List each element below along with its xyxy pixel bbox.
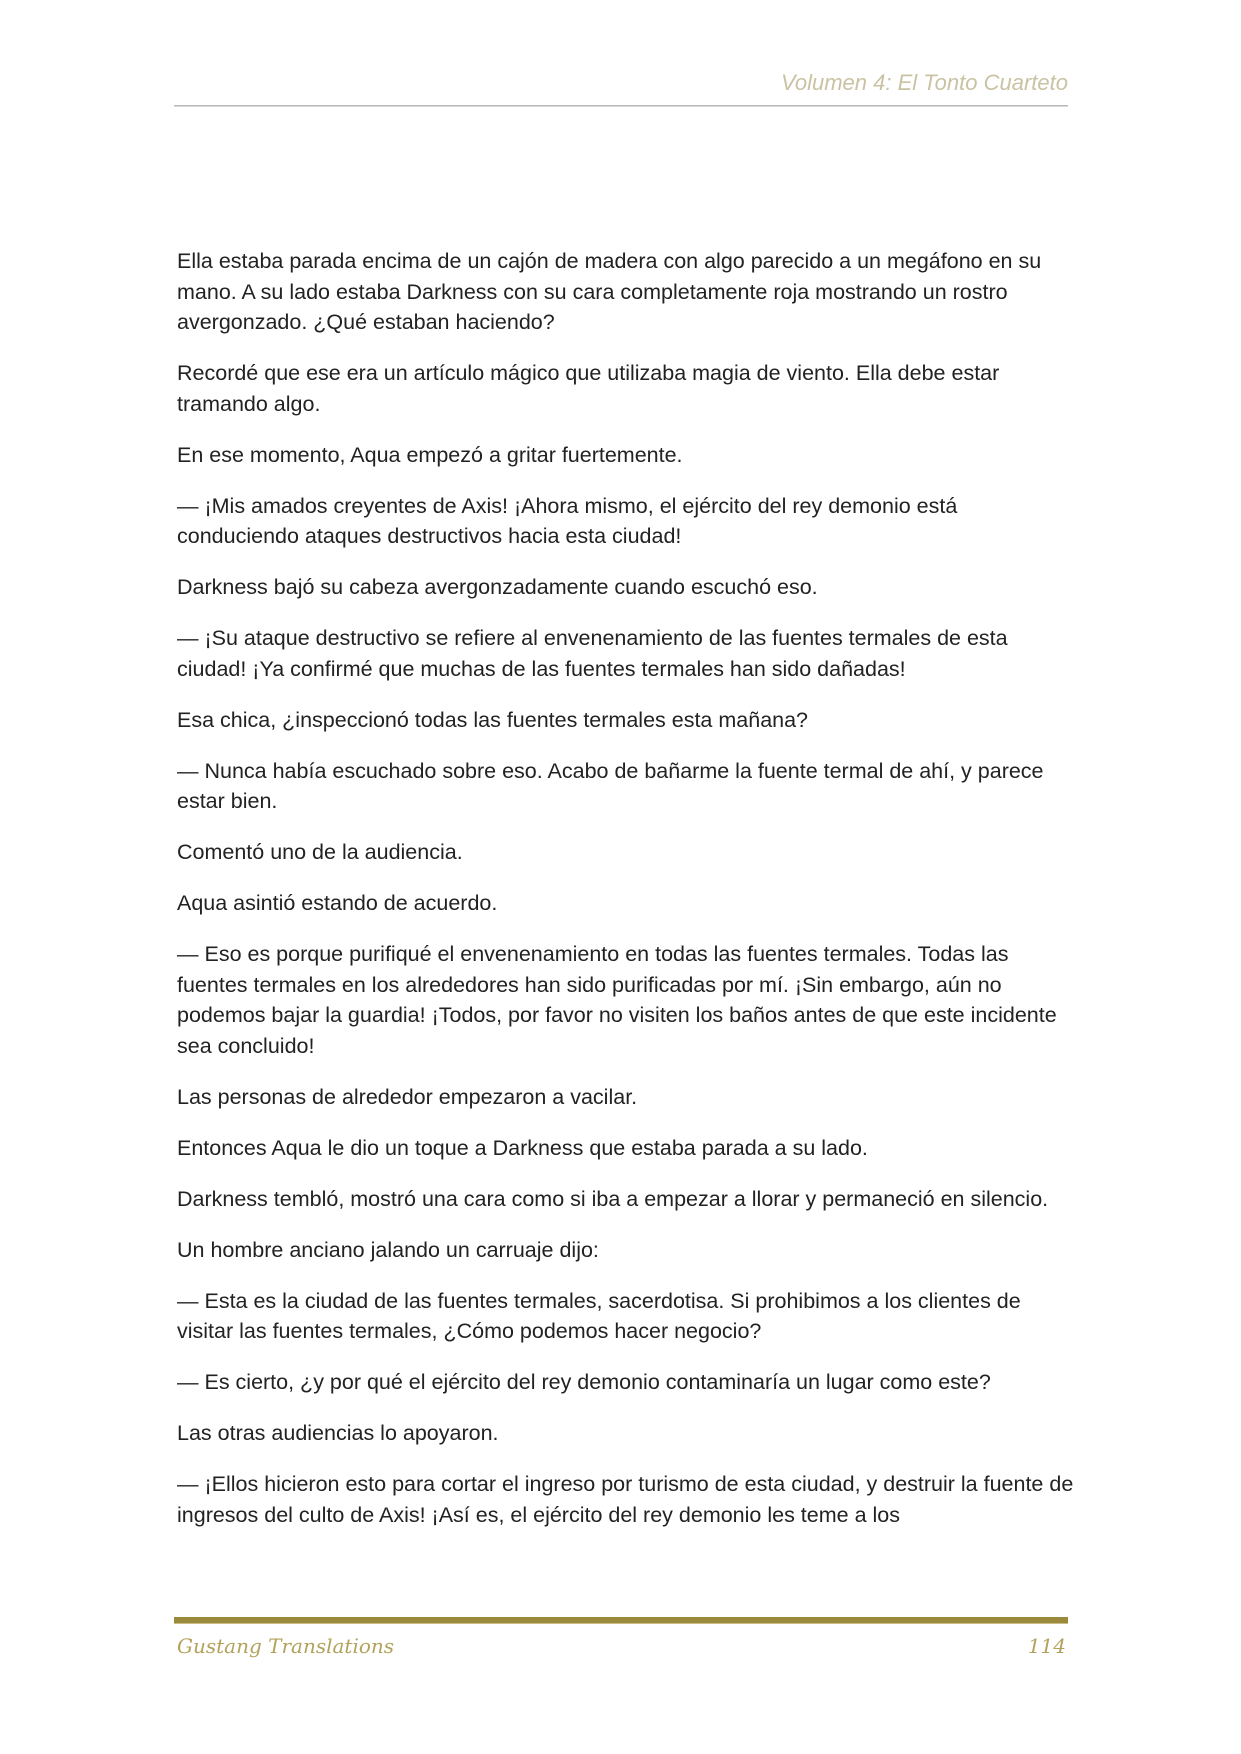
paragraph: Esa chica, ¿inspeccionó todas las fuentes termales esta mañana? bbox=[177, 707, 809, 732]
paragraph: Darkness bajó su cabeza avergonzadamente cuando escuchó eso. bbox=[177, 575, 818, 599]
paragraph: Un hombre anciano jalando un carruaje dijo: bbox=[177, 1237, 599, 1262]
header-title: Volumen 4: El Tonto Cuarteto bbox=[781, 70, 1068, 95]
paragraph: Darkness tembló, mostró una cara como si iba a empezar a llorar y permaneció en silencio. bbox=[177, 1186, 1049, 1211]
paragraph: — ¡Mis amados creyentes de Axis! ¡Ahora mismo, el ejército del rey demonio está conduciendo ataques destructivos hacia esta ciudad! bbox=[177, 493, 958, 548]
footer-publisher: Gustang Translations bbox=[177, 1634, 395, 1658]
paragraph: Ella estaba parada encima de un cajón de madera con algo parecido a un megáfono en su mano. A su lado estaba Darkness con su cara completamente roja mostrando un rostro avergonzado. ¿Qué estaban haciendo? bbox=[177, 249, 1042, 334]
paragraph: Entonces Aqua le dio un toque a Darkness que estaba parada a su lado. bbox=[177, 1135, 868, 1160]
paragraph: — ¡Ellos hicieron esto para cortar el ingreso por turismo de esta ciudad, y destruir la fuente de ingresos del culto de Axis! ¡Así es, el ejército del rey demonio les teme a los bbox=[177, 1472, 1074, 1527]
header-divider bbox=[174, 105, 1068, 107]
body-text bbox=[177, 246, 1077, 1551]
paragraph: Comentó uno de la audiencia. bbox=[177, 840, 463, 864]
paragraph: — Es cierto, ¿y por qué el ejército del rey demonio contaminaría un lugar como este? bbox=[177, 1370, 991, 1394]
paragraph: — ¡Su ataque destructivo se refiere al envenenamiento de las fuentes termales de esta ciudad! ¡Ya confirmé que muchas de las fuentes termales han sido dañadas! bbox=[177, 626, 1008, 681]
footer-row bbox=[174, 1634, 1068, 1658]
paragraph: Recordé que ese era un artículo mágico que utilizaba magia de viento. Ella debe estar tramando algo. bbox=[177, 361, 1000, 416]
footer-divider bbox=[174, 1617, 1068, 1624]
paragraph: Las otras audiencias lo apoyaron. bbox=[177, 1421, 499, 1445]
paragraph: — Nunca había escuchado sobre eso. Acabo de bañarme la fuente termal de ahí, y parece estar bien. bbox=[177, 758, 1044, 813]
paragraph: En ese momento, Aqua empezó a gritar fuertemente. bbox=[177, 442, 683, 467]
paragraph: — Esta es la ciudad de las fuentes termales, sacerdotisa. Si prohibimos a los clientes de visitar las fuentes termales, ¿Cómo podemos hacer negocio? bbox=[177, 1288, 1021, 1343]
page-footer bbox=[174, 1617, 1068, 1658]
paragraph: Las personas de alrededor empezaron a vacilar. bbox=[177, 1084, 638, 1109]
paragraph: — Eso es porque purifiqué el envenenamiento en todas las fuentes termales. Todas las fuentes termales en los alrededores han sido purificadas por mí. ¡Sin embargo, aún no podemos bajar la guardia! ¡Todos, por favor no visiten los baños antes de que este incidente sea concluido! bbox=[177, 942, 1057, 1058]
page-header bbox=[174, 70, 1068, 107]
page-number: 114 bbox=[1027, 1634, 1066, 1658]
paragraph: Aqua asintió estando de acuerdo. bbox=[177, 891, 498, 915]
